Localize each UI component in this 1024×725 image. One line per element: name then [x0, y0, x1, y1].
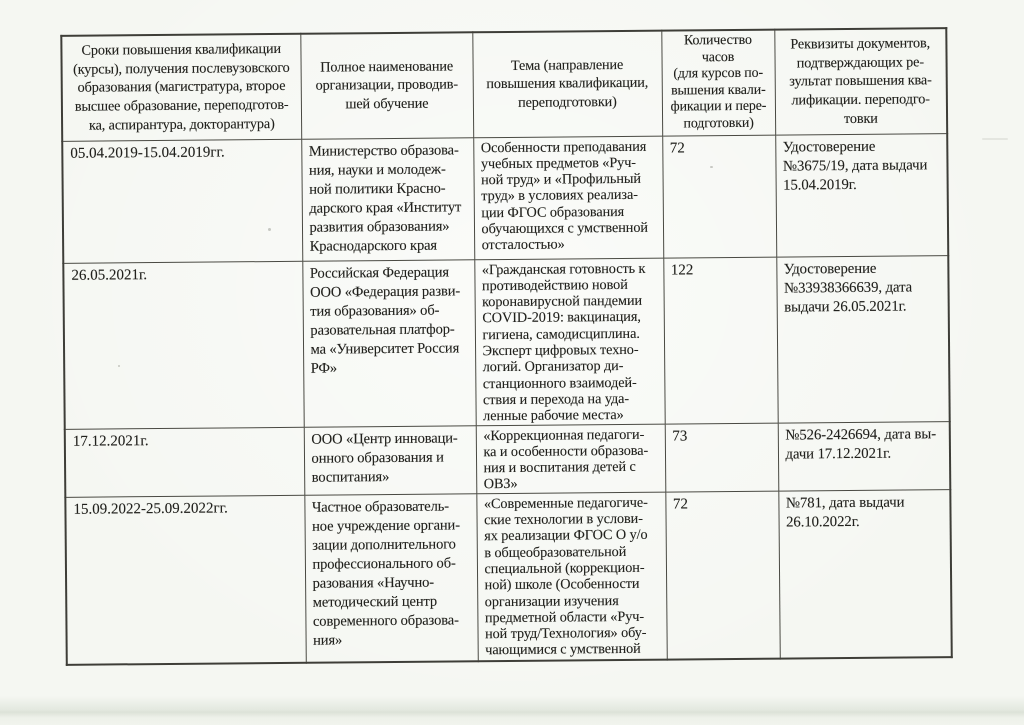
table-row [65, 421, 951, 497]
table-row [62, 133, 948, 263]
header-organization: Полное наименование организации, проводив- шей обучение [300, 32, 473, 139]
cell-document: Удостоверение №33938366639, дата выдачи 26.05.2021г. [776, 255, 949, 422]
header-period: Сроки повышения квалификации (курсы), получения послевузовского образования (магистратура, второе высшее образование, переподготов- ка, аспирантура, докторантура) [61, 34, 301, 141]
header-document: Реквизиты документов, подтверждающих ре- зультат повышения ква- лификации. переподго- товки [774, 28, 947, 135]
header-topic: Тема (направление повышения квалификации, переподготовки) [472, 31, 662, 138]
header-hours: Количество часов (для курсов по- вышения квали- фикации и пере- подготовки) [661, 30, 775, 136]
cell-organization: ООО «Центр инноваци- онного образования и воспитания» [304, 425, 477, 495]
cell-document: Удостоверение №3675/19, дата выдачи 15.04.2019г. [775, 133, 948, 256]
cell-topic: Особенности преподавания учебных предметов «Руч- ной труд» и «Профильный труд» в условиях реализа- ции ФГОС образования обучающихся с умственной отсталостью» [473, 136, 663, 260]
cell-document: №781, дата выдачи 26.10.2022г. [778, 489, 951, 658]
cell-period: 17.12.2021г. [65, 427, 305, 497]
table-row [63, 255, 949, 429]
cell-hours: 122 [663, 257, 777, 424]
header-row [61, 28, 947, 141]
cell-topic: «Гражданская готовность к противодействию новой коронавирусной пандемии COVID-2019: вакцинация, гигиена, самодисциплина. Эксперт цифровых техно- логий. Организатор ди- станционного взаимодей- ствия и перехода на уда- ленные рабочие места» [474, 258, 664, 426]
scan-speckle [710, 166, 713, 168]
cell-topic: «Современные педагогиче- ские технологии в услови- ях реализации ФГОС О у/о в общеобразовательной специальной (коррекцион- ной) школе (Особенности организации изучения предметной области «Руч- ной труд/Технология» обу- чающимися с умственной [476, 492, 666, 662]
cell-hours: 72 [662, 135, 776, 258]
table-row [65, 489, 951, 665]
qualification-table [60, 27, 952, 666]
scan-speckle [268, 228, 271, 231]
cell-organization: Российская Федерация ООО «Федерация разви- тия образования» об- разовательная платфор- ма «Университет Россия РФ» [302, 259, 475, 426]
cell-topic: «Коррекционная педагоги- ка и особенности образова- ния и воспитания детей с ОВЗ» [476, 424, 666, 494]
cell-organization: Министерство образова- ния, науки и молодеж- ной политики Красно- дарского края «Институт развития образования» Краснодарского края [301, 137, 474, 260]
cell-period: 05.04.2019-15.04.2019гг. [62, 139, 302, 263]
cell-period: 26.05.2021г. [63, 261, 303, 429]
cell-hours: 72 [665, 491, 779, 660]
table-scan-skew-wrapper [60, 27, 950, 657]
cell-hours: 73 [665, 423, 779, 492]
scan-speckle [118, 365, 120, 367]
cell-period: 15.09.2022-25.09.2022гг. [65, 495, 305, 665]
cell-organization: Частное образователь- ное учреждение органи- зации дополнительного профессионального об- разования «Научно- методический центр современного образова- ния» [304, 493, 477, 662]
scan-smudge [982, 138, 1008, 140]
cell-document: №526-2426694, дата вы- дачи 17.12.2021г. [778, 421, 951, 491]
scan-edge-shadow [0, 696, 1024, 725]
